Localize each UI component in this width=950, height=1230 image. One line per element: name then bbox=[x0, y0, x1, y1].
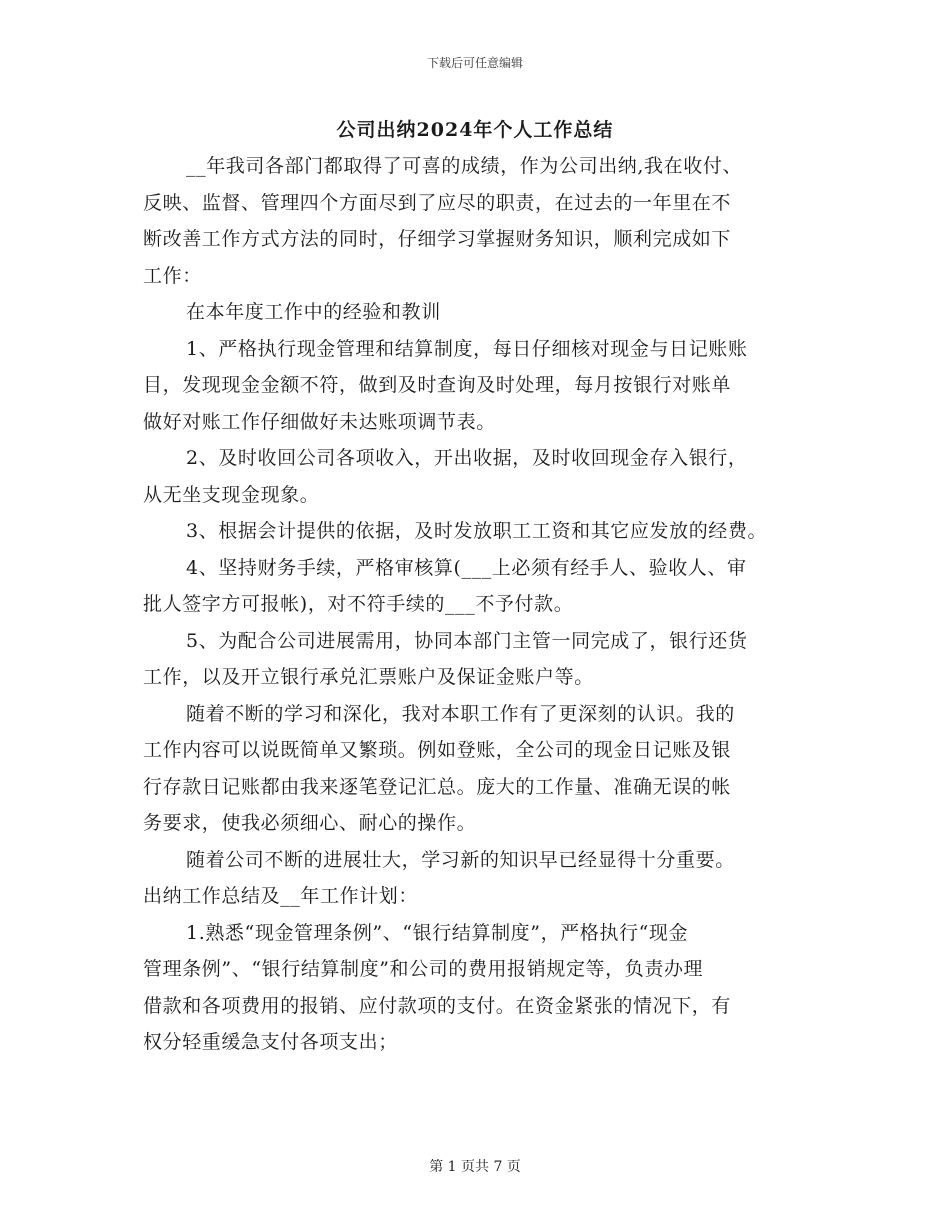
body-line: 随着不断的学习和深化，我对本职工作有了更深刻的认识。我的 bbox=[186, 702, 735, 725]
body-line: 工作内容可以说既简单又繁琐。例如登账，全公司的现金日记账及银 bbox=[143, 739, 732, 761]
body-line: 做好对账工作仔细做好未达账项调节表。 bbox=[143, 410, 496, 433]
body-line: 管理条例”、“银行结算制度”和公司的费用报销规定等，负责办理 bbox=[143, 958, 704, 980]
header-note: 下载后可任意编辑 bbox=[426, 56, 523, 70]
body-line: 目，发现现金金额不符，做到及时查询及时处理，每月按银行对账单 bbox=[143, 374, 732, 396]
body-line: 出纳工作总结及__年工作计划： bbox=[143, 885, 419, 907]
body-line: 务要求，使我必须细心、耐心的操作。 bbox=[143, 812, 477, 834]
body-line: 从无坐支现金现象。 bbox=[143, 483, 320, 506]
page-footer: 第 1 页共 7 页 bbox=[429, 1159, 521, 1175]
body-line: 批人签字方可报帐)，对不符手续的___不予付款。 bbox=[143, 593, 574, 615]
body-line: __年我司各部门都取得了可喜的成绩，作为公司出纳,我在收付、 bbox=[186, 155, 743, 177]
body-line: 4、坚持财务手续，严格审核算(___上必须有经手人、验收人、审 bbox=[186, 556, 747, 579]
body-line: 3、根据会计提供的依据，及时发放职工工资和其它应发放的经费。 bbox=[186, 520, 768, 542]
body-line: 断改善工作方式方法的同时，仔细学习掌握财务知识，顺利完成如下 bbox=[143, 228, 732, 250]
body-line: 工作，以及开立银行承兑汇票账户及保证金账户等。 bbox=[143, 666, 594, 688]
body-line: 反映、监督、管理四个方面尽到了应尽的职责，在过去的一年里在不 bbox=[143, 191, 732, 214]
body-line: 工作： bbox=[143, 264, 202, 287]
body-line: 权分轻重缓急支付各项支出； bbox=[143, 1031, 398, 1053]
section-heading: 在本年度工作中的经验和教训 bbox=[186, 301, 441, 323]
body-line: 借款和各项费用的报销、应付款项的支付。在资金紧张的情况下，有 bbox=[143, 994, 732, 1017]
document-title: 公司出纳2024年个人工作总结 bbox=[336, 119, 614, 141]
body-line: 行存款日记账都由我来逐笔登记汇总。庞大的工作量、准确无误的帐 bbox=[143, 775, 732, 798]
body-line: 5、为配合公司进展需用，协同本部门主管一同完成了，银行还货 bbox=[186, 629, 748, 652]
body-line: 1、严格执行现金管理和结算制度，每日仔细核对现金与日记账账 bbox=[186, 337, 748, 360]
body-line: 随着公司不断的进展壮大，学习新的知识早已经显得十分重要。 bbox=[186, 848, 735, 871]
body-line: 2、及时收回公司各项收入，开出收据，及时收回现金存入银行， bbox=[186, 447, 748, 469]
document-body bbox=[143, 148, 823, 1061]
body-line: 1.熟悉“现金管理条例”、“银行结算制度”，严格执行“现金 bbox=[186, 921, 689, 944]
